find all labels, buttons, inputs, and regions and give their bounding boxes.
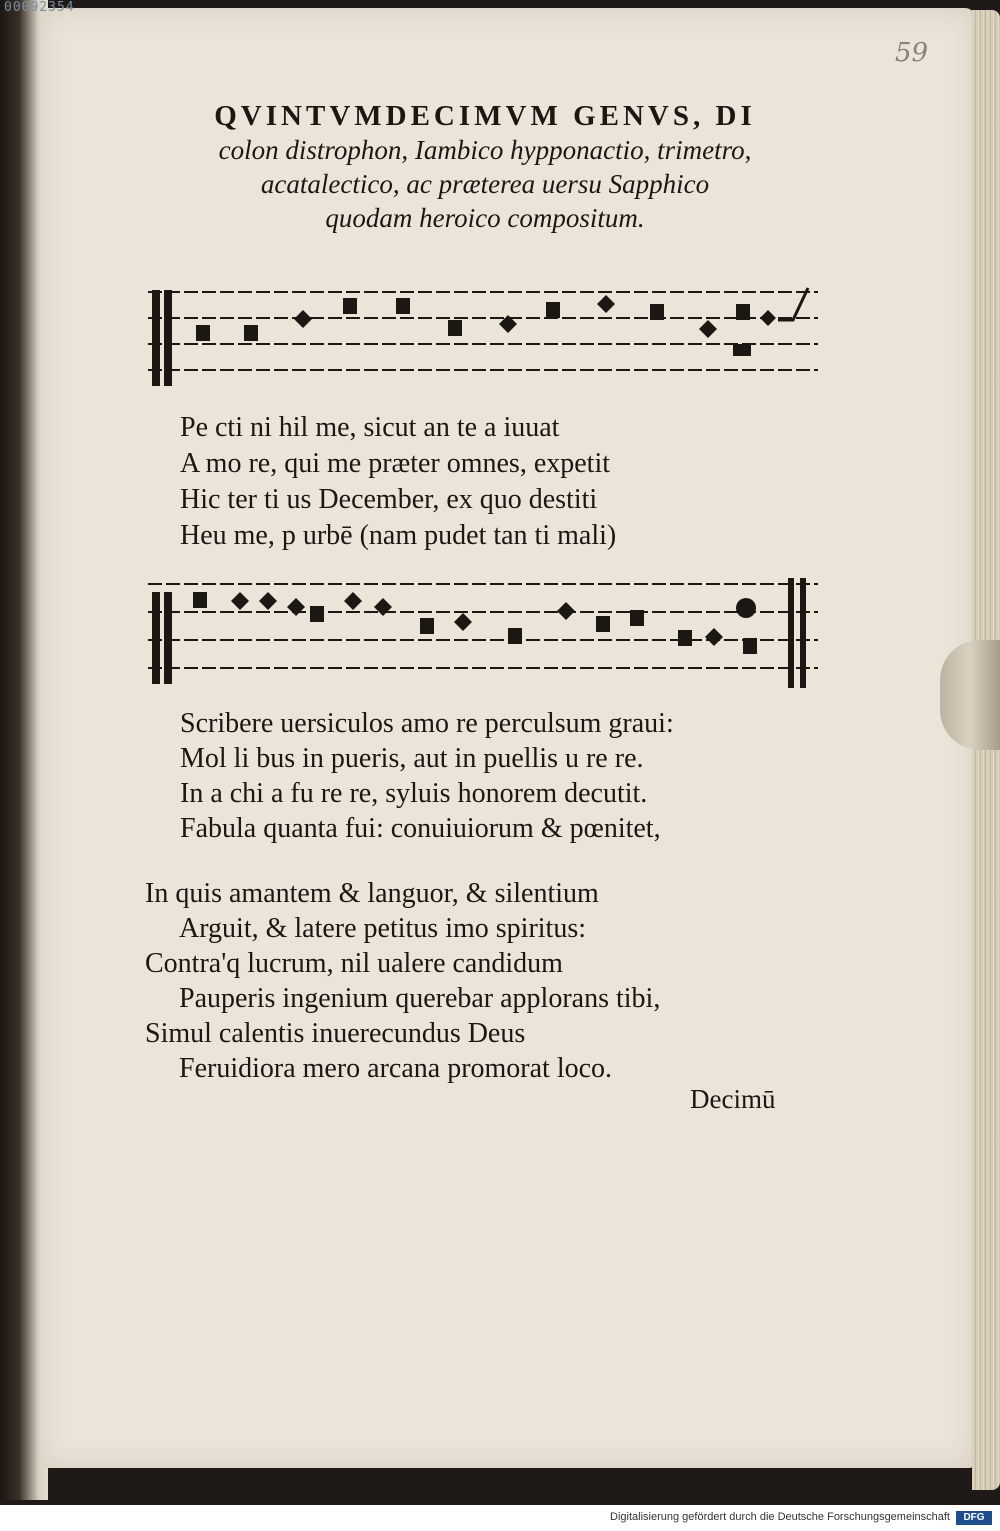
title-line: acatalectico, ac prӕterea uersu Sapphico (260, 169, 710, 199)
lyrics-stanza-1 (180, 410, 616, 554)
verse-line: Simul calentis inuerecundus Deus (145, 1018, 526, 1049)
lyric-line: Hic ter ti us December, ex quo destiti (180, 484, 598, 515)
verse-line: In a chi a fu re re, syluis honorem decutit. (180, 778, 648, 809)
verse-line: Arguit, & latere petitus imo spiritus: (179, 913, 586, 944)
funding-notice: Digitalisierung gefördert durch die Deutsche Forschungsgemeinschaft (610, 1511, 950, 1523)
verse-line: Feruidiora mero arcana promorat loco. (179, 1053, 613, 1084)
library-stamp: 00092354 (4, 0, 75, 15)
verse-line: Fabula quanta fui: conuiuiorum & pœnitet, (180, 813, 661, 844)
lyric-line: A mo re, qui me prӕter omnes, expetit (180, 448, 611, 479)
lyric-line: Heu me, p urbē (nam pudet tan ti mali) (180, 520, 617, 551)
verse-line: Pauperis ingenium querebar applorans tibi, (179, 983, 661, 1014)
verse-stanza-2 (180, 706, 674, 846)
lyric-line: Pe cti ni hil me, sicut an te a iuuat (180, 412, 560, 443)
verse-line: Mol li bus in pueris, aut in puellis u re re. (180, 743, 644, 774)
title-line: quodam heroico compositum. (325, 203, 645, 233)
dfg-logo: DFG (956, 1511, 992, 1525)
title-block (145, 100, 825, 235)
verse-line: In quis amantem & languor, & silentium (145, 878, 599, 909)
verse-line: Scribere uersiculos amo re perculsum graui: (180, 708, 674, 739)
page-stack-edge (972, 10, 1000, 1490)
folio-number: 59 (895, 38, 929, 68)
verse-line: Contra'q lucrum, nil ualere candidum (145, 948, 563, 979)
music-staff-2 (148, 578, 818, 688)
music-staff-1 (148, 280, 818, 390)
title-line: colon distrophon, Iambico hypponactio, trimetro, (218, 135, 752, 165)
book-clasp (940, 640, 1000, 750)
footer-bar (0, 1505, 1000, 1531)
verse-stanza-3 (145, 876, 660, 1086)
title-heading: QVINTVMDECIMVM GENVS, DI (214, 100, 756, 132)
catchword: Decimū (690, 1084, 776, 1114)
